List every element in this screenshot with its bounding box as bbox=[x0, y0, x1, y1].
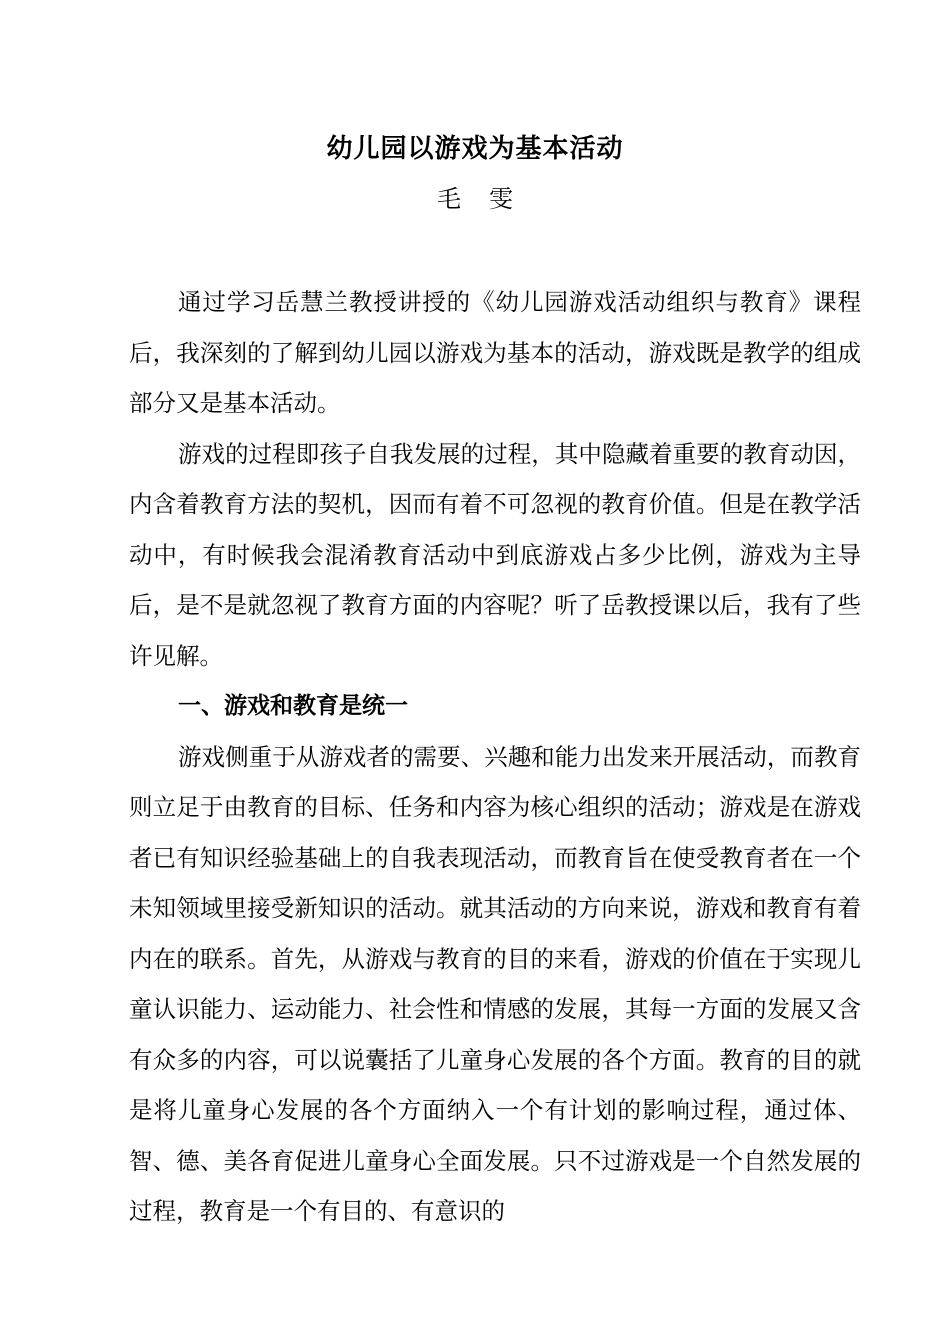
paragraph-section-one: 游戏侧重于从游戏者的需要、兴趣和能力出发来开展活动，而教育则立足于由教育的目标、任务和内容为核心组织的活动；游戏是在游戏者已有知识经验基础上的自我表现活动，而教育旨在使受教育者在一个未知领域里接受新知识的活动。就其活动的方向来说，游戏和教育有着内在的联系。首先，从游戏与教育的目的来看，游戏的价值在于实现儿童认识能力、运动能力、社会性和情感的发展，其每一方面的发展又含有众多的内容，可以说囊括了儿童身心发展的各个方面。教育的目的就是将儿童身心发展的各个方面纳入一个有计划的影响过程，通过体、智、德、美各育促进儿童身心全面发展。只不过游戏是一个自然发展的过程，教育是一个有目的、有意识的 bbox=[129, 742, 861, 1225]
paragraph-intro: 通过学习岳慧兰教授讲授的《幼儿园游戏活动组织与教育》课程后，我深刻的了解到幼儿园以游戏为基本的活动，游戏既是教学的组成部分又是基本活动。 bbox=[129, 288, 861, 417]
document-title: 幼儿园以游戏为基本活动 bbox=[326, 134, 624, 164]
paragraph-question: 游戏的过程即孩子自我发展的过程，其中隐藏着重要的教育动因，内含着教育方法的契机，因而有着不可忽视的教育价值。但是在教学活动中，有时候我会混淆教育活动中到底游戏占多少比例，游戏为主导后，是不是就忽视了教育方面的内容呢？听了岳教授课以后，我有了些许见解。 bbox=[129, 439, 861, 670]
document-author: 毛雯 bbox=[437, 185, 541, 213]
section-heading: 一、游戏和教育是统一 bbox=[178, 693, 408, 719]
document-body bbox=[129, 277, 861, 1237]
